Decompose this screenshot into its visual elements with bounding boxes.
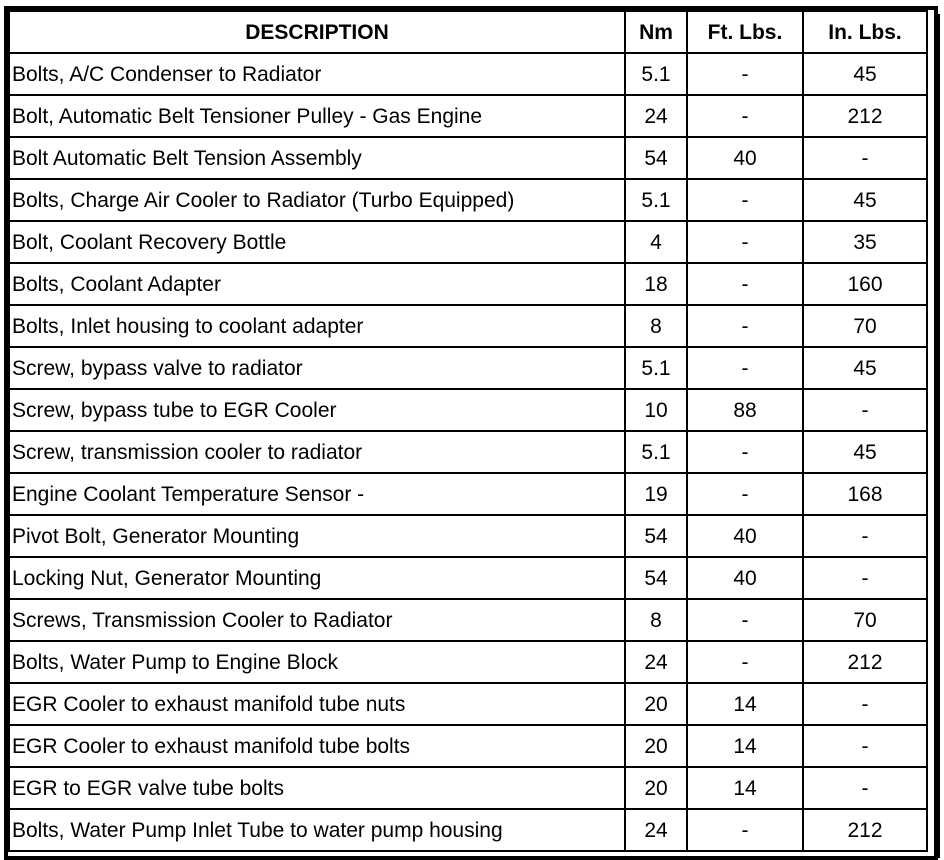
cell-in-lbs: 168 — [803, 473, 927, 515]
cell-in-lbs: - — [803, 389, 927, 431]
cell-description: Bolt, Coolant Recovery Bottle — [9, 221, 625, 263]
cell-nm: 10 — [625, 389, 687, 431]
torque-specifications-table — [8, 10, 928, 852]
cell-description: Bolt, Automatic Belt Tensioner Pulley - Gas Engine — [9, 95, 625, 137]
table-row — [9, 95, 927, 137]
cell-description: Engine Coolant Temperature Sensor - — [9, 473, 625, 515]
table-row — [9, 305, 927, 347]
cell-ft-lbs: - — [687, 53, 803, 95]
cell-nm: 20 — [625, 683, 687, 725]
table-body — [9, 53, 927, 851]
column-header-nm: Nm — [625, 11, 687, 53]
cell-nm: 5.1 — [625, 347, 687, 389]
cell-in-lbs: 212 — [803, 95, 927, 137]
cell-description: Screw, transmission cooler to radiator — [9, 431, 625, 473]
cell-in-lbs: 45 — [803, 53, 927, 95]
table-row — [9, 179, 927, 221]
cell-in-lbs: 35 — [803, 221, 927, 263]
cell-description: Bolts, Water Pump Inlet Tube to water pump housing — [9, 809, 625, 851]
table-row — [9, 515, 927, 557]
table-row — [9, 431, 927, 473]
table-row — [9, 641, 927, 683]
table-row — [9, 53, 927, 95]
cell-nm: 20 — [625, 767, 687, 809]
cell-ft-lbs: 40 — [687, 515, 803, 557]
table-row — [9, 389, 927, 431]
table-row — [9, 347, 927, 389]
cell-ft-lbs: - — [687, 641, 803, 683]
cell-nm: 5.1 — [625, 53, 687, 95]
cell-nm: 20 — [625, 725, 687, 767]
cell-in-lbs: - — [803, 767, 927, 809]
cell-in-lbs: 45 — [803, 347, 927, 389]
cell-ft-lbs: - — [687, 221, 803, 263]
cell-in-lbs: - — [803, 137, 927, 179]
cell-ft-lbs: 14 — [687, 767, 803, 809]
cell-description: EGR Cooler to exhaust manifold tube nuts — [9, 683, 625, 725]
cell-ft-lbs: - — [687, 347, 803, 389]
table-row — [9, 683, 927, 725]
cell-in-lbs: - — [803, 515, 927, 557]
cell-nm: 4 — [625, 221, 687, 263]
cell-in-lbs: - — [803, 557, 927, 599]
table-row — [9, 473, 927, 515]
table-row — [9, 725, 927, 767]
cell-nm: 8 — [625, 305, 687, 347]
cell-description: Bolts, Charge Air Cooler to Radiator (Turbo Equipped) — [9, 179, 625, 221]
table-row — [9, 263, 927, 305]
cell-ft-lbs: - — [687, 263, 803, 305]
cell-description: Bolt Automatic Belt Tension Assembly — [9, 137, 625, 179]
cell-ft-lbs: - — [687, 305, 803, 347]
table-header — [9, 11, 927, 53]
cell-ft-lbs: - — [687, 809, 803, 851]
cell-in-lbs: 160 — [803, 263, 927, 305]
cell-ft-lbs: 40 — [687, 557, 803, 599]
cell-nm: 18 — [625, 263, 687, 305]
cell-in-lbs: 45 — [803, 431, 927, 473]
cell-description: Screws, Transmission Cooler to Radiator — [9, 599, 625, 641]
cell-in-lbs: - — [803, 725, 927, 767]
table-row — [9, 221, 927, 263]
cell-in-lbs: 212 — [803, 641, 927, 683]
cell-description: Screw, bypass valve to radiator — [9, 347, 625, 389]
cell-ft-lbs: - — [687, 179, 803, 221]
column-header-ft-lbs: Ft. Lbs. — [687, 11, 803, 53]
cell-description: EGR Cooler to exhaust manifold tube bolts — [9, 725, 625, 767]
cell-nm: 24 — [625, 95, 687, 137]
header-row — [9, 11, 927, 53]
cell-in-lbs: 45 — [803, 179, 927, 221]
cell-description: Bolts, Inlet housing to coolant adapter — [9, 305, 625, 347]
table-row — [9, 137, 927, 179]
cell-nm: 54 — [625, 557, 687, 599]
cell-nm: 24 — [625, 641, 687, 683]
cell-description: Bolts, A/C Condenser to Radiator — [9, 53, 625, 95]
cell-description: Screw, bypass tube to EGR Cooler — [9, 389, 625, 431]
cell-in-lbs: 70 — [803, 305, 927, 347]
cell-nm: 54 — [625, 137, 687, 179]
cell-ft-lbs: - — [687, 473, 803, 515]
cell-in-lbs: 70 — [803, 599, 927, 641]
cell-nm: 54 — [625, 515, 687, 557]
cell-ft-lbs: - — [687, 95, 803, 137]
cell-nm: 24 — [625, 809, 687, 851]
table-row — [9, 767, 927, 809]
cell-ft-lbs: - — [687, 599, 803, 641]
cell-description: Locking Nut, Generator Mounting — [9, 557, 625, 599]
cell-ft-lbs: 14 — [687, 683, 803, 725]
cell-in-lbs: 212 — [803, 809, 927, 851]
cell-description: Bolts, Coolant Adapter — [9, 263, 625, 305]
cell-nm: 8 — [625, 599, 687, 641]
table-row — [9, 557, 927, 599]
cell-ft-lbs: 88 — [687, 389, 803, 431]
column-header-description: DESCRIPTION — [9, 11, 625, 53]
column-header-in-lbs: In. Lbs. — [803, 11, 927, 53]
cell-nm: 5.1 — [625, 431, 687, 473]
cell-description: Bolts, Water Pump to Engine Block — [9, 641, 625, 683]
cell-description: EGR to EGR valve tube bolts — [9, 767, 625, 809]
cell-in-lbs: - — [803, 683, 927, 725]
cell-nm: 5.1 — [625, 179, 687, 221]
cell-ft-lbs: 14 — [687, 725, 803, 767]
cell-description: Pivot Bolt, Generator Mounting — [9, 515, 625, 557]
cell-ft-lbs: - — [687, 431, 803, 473]
cell-nm: 19 — [625, 473, 687, 515]
cell-ft-lbs: 40 — [687, 137, 803, 179]
table-row — [9, 809, 927, 851]
table-row — [9, 599, 927, 641]
